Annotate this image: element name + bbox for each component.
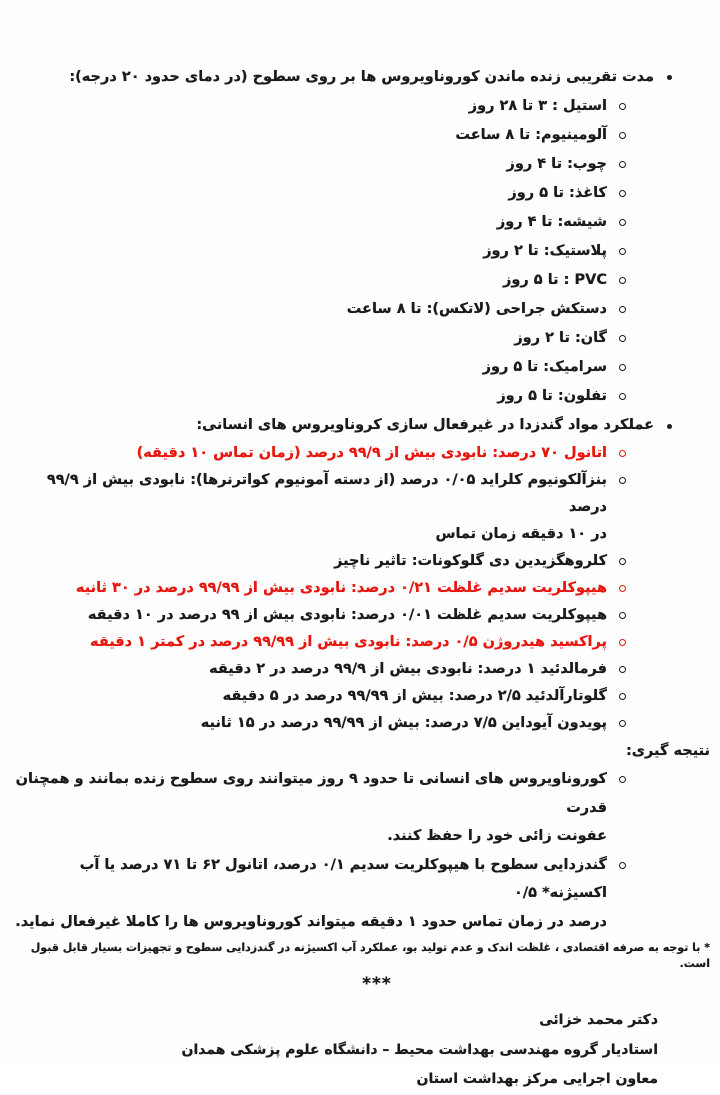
list-item bbox=[10, 237, 626, 266]
separator-stars: *** bbox=[362, 974, 392, 994]
list-item bbox=[10, 353, 626, 382]
circle-bullet-icon bbox=[619, 161, 626, 168]
list-item-highlighted bbox=[10, 440, 626, 467]
list-item-text: دستکش جراحی (لاتکس): تا ۸ ساعت bbox=[346, 301, 607, 317]
section-heading-row bbox=[10, 411, 672, 440]
list-item-text: گلوتارآلدئید ۲/۵ درصد: بیش از ۹۹/۹۹ درصد در ۵ دقیقه bbox=[222, 688, 607, 704]
conclusion-heading: نتیجه گیری: bbox=[625, 743, 710, 759]
circle-bullet-icon bbox=[619, 219, 626, 226]
list-item-text: PVC : تا ۵ روز bbox=[503, 272, 607, 288]
circle-bullet-icon bbox=[619, 364, 626, 371]
list-item bbox=[10, 602, 626, 629]
list-item bbox=[10, 208, 626, 237]
signature-title: استادیار گروه مهندسی بهداشت محیط – دانشگاه علوم پزشکی همدان bbox=[181, 1041, 658, 1058]
list-item bbox=[10, 121, 626, 150]
circle-bullet-icon bbox=[619, 277, 626, 284]
list-item-text: بنزآلکونیوم کلراید ۰/۰۵ درصد (از دسته آمونیوم کواترنرها): نابودی بیش از ۹۹/۹ درصد در ۱۰ دقیقه زمان تماس bbox=[46, 472, 607, 542]
list-item bbox=[10, 179, 626, 208]
circle-bullet-icon bbox=[619, 103, 626, 110]
list-item-text: کوروناویروس های انسانی تا حدود ۹ روز میتوانند روی سطوح زنده بمانند و همچنان قدرت عفونت زائی خود را حفظ کنند. bbox=[15, 771, 607, 844]
section-conclusion bbox=[10, 737, 710, 936]
list-item bbox=[10, 324, 626, 353]
footnote: * با توجه به صرفه اقتصادی ، غلظت اندک و عدم تولید بو، عملکرد آب اکسیژنه در گندزدایی سطوح و تجهیزات بسیار قابل قبول است. bbox=[30, 941, 710, 970]
circle-bullet-icon bbox=[619, 248, 626, 255]
circle-bullet-icon bbox=[619, 132, 626, 139]
circle-bullet-icon bbox=[619, 639, 626, 646]
list-item bbox=[10, 295, 626, 324]
list-item bbox=[10, 92, 626, 121]
section-surfaces bbox=[10, 62, 710, 411]
signature-block bbox=[10, 1006, 658, 1095]
section-disinfectants bbox=[10, 411, 710, 737]
list-item-highlighted bbox=[10, 629, 626, 656]
list-item-highlighted bbox=[10, 575, 626, 602]
list-item-text: کلروهگزیدین دی گلوکونات: تاثیر ناچیز bbox=[334, 553, 607, 569]
list-item bbox=[10, 382, 626, 411]
list-item-text: اتانول ۷۰ درصد: نابودی بیش از ۹۹/۹ درصد (زمان تماس ۱۰ دقیقه) bbox=[136, 445, 607, 461]
circle-bullet-icon bbox=[619, 776, 626, 783]
list-item-text: هیپوکلریت سدیم غلظت ۰/۰۱ درصد: نابودی بیش از ۹۹ درصد در ۱۰ دقیقه bbox=[87, 607, 607, 623]
circle-bullet-icon bbox=[619, 862, 626, 869]
list-item bbox=[10, 851, 626, 937]
list-item-text: تفلون: تا ۵ روز bbox=[497, 388, 607, 404]
list-item-text: استیل : ۳ تا ۲۸ روز bbox=[468, 98, 607, 114]
list-item bbox=[10, 656, 626, 683]
list-item-text: گان: تا ۲ روز bbox=[514, 330, 607, 346]
list-item-text: پویدون آیوداین ۷/۵ درصد: بیش از ۹۹/۹۹ درصد در ۱۵ ثانیه bbox=[200, 715, 607, 731]
circle-bullet-icon bbox=[619, 693, 626, 700]
section-heading-row bbox=[10, 62, 672, 92]
list-item bbox=[10, 467, 626, 548]
circle-bullet-icon bbox=[619, 612, 626, 619]
section-heading: مدت تقریبی زنده ماندن کوروناویروس ها بر روی سطوح (در دمای حدود ۲۰ درجه): bbox=[69, 69, 654, 85]
list-item-text: گندزدایی سطوح با هیپوکلریت سدیم ۰/۱ درصد، اتانول ۶۲ تا ۷۱ درصد یا آب اکسیژنه* ۰/۵ درصد در زمان تماس حدود ۱ دقیقه میتواند کوروناویروس ها را کاملا غیرفعال نماید. bbox=[15, 856, 607, 930]
list-item-text: شیشه: تا ۴ روز bbox=[496, 214, 607, 230]
circle-bullet-icon bbox=[619, 335, 626, 342]
list-item-text: چوب: تا ۴ روز bbox=[506, 156, 607, 172]
list-item bbox=[10, 266, 626, 295]
filled-bullet-icon bbox=[667, 75, 672, 80]
circle-bullet-icon bbox=[619, 666, 626, 673]
circle-bullet-icon bbox=[619, 190, 626, 197]
list-item-text: پراکسید هیدروژن ۰/۵ درصد: نابودی بیش از ۹۹/۹۹ درصد در کمتر ۱ دقیقه bbox=[90, 634, 607, 650]
list-item-text: پلاستیک: تا ۲ روز bbox=[483, 243, 607, 259]
circle-bullet-icon bbox=[619, 720, 626, 727]
list-item bbox=[10, 150, 626, 179]
list-item-text: کاغذ: تا ۵ روز bbox=[508, 185, 607, 201]
circle-bullet-icon bbox=[619, 477, 626, 484]
filled-bullet-icon bbox=[667, 424, 672, 429]
circle-bullet-icon bbox=[619, 585, 626, 592]
signature-name: دکتر محمد خزائی bbox=[539, 1012, 658, 1028]
list-item-text: فرمالدئید ۱ درصد: نابودی بیش از ۹۹/۹ درصد در ۲ دقیقه bbox=[209, 661, 607, 677]
section-heading: عملکرد مواد گندزدا در غیرفعال سازی کروناویروس های انسانی: bbox=[196, 417, 654, 433]
list-item-text: هیپوکلریت سدیم غلظت ۰/۲۱ درصد: نابودی بیش از ۹۹/۹۹ درصد در ۳۰ ثانیه bbox=[75, 580, 607, 596]
circle-bullet-icon bbox=[619, 306, 626, 313]
circle-bullet-icon bbox=[619, 393, 626, 400]
list-item bbox=[10, 710, 626, 737]
circle-bullet-icon bbox=[619, 558, 626, 565]
signature-role: معاون اجرایی مرکز بهداشت استان bbox=[416, 1071, 658, 1087]
list-item-text: آلومینیوم: تا ۸ ساعت bbox=[455, 127, 607, 143]
list-item-text: سرامیک: تا ۵ روز bbox=[482, 359, 607, 375]
circle-bullet-icon bbox=[619, 450, 626, 457]
list-item bbox=[10, 683, 626, 710]
list-item bbox=[10, 765, 626, 851]
list-item bbox=[10, 548, 626, 575]
